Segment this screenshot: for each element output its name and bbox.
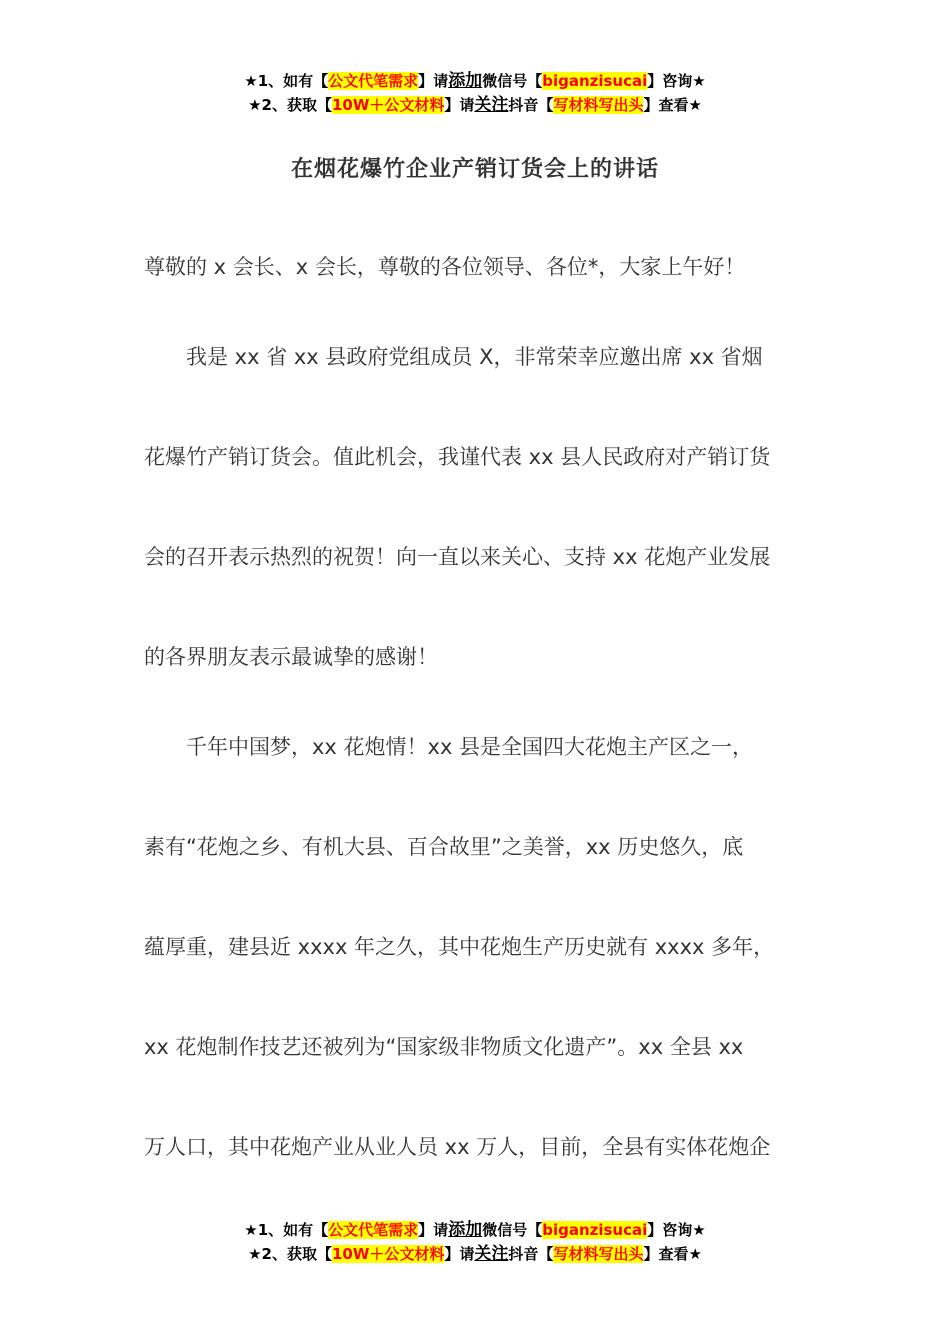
- text-line: 会的召开表示热烈的祝贺！向一直以来关心、支持 xx 花炮产业发展: [144, 545, 771, 569]
- promo-banner-bottom: [0, 1218, 950, 1266]
- underlined-text: 添加: [448, 71, 483, 91]
- highlight-text: 公文代笔需求: [328, 72, 419, 90]
- text-line: xx 花炮制作技艺还被列为“国家级非物质文化遗产”。xx 全县 xx: [144, 1035, 744, 1059]
- promo-line-1: ★1、如有【公文代笔需求】请添加微信号【biganzisucai】咨询★: [244, 71, 706, 91]
- underlined-text: 关注: [474, 95, 509, 115]
- highlight-text: 10W＋公文材料: [331, 1245, 445, 1263]
- highlight-text: 10W＋公文材料: [331, 96, 445, 114]
- text-line: 万人口，其中花炮产业从业人员 xx 万人，目前，全县有实体花炮企: [144, 1135, 771, 1159]
- text-line: 蕴厚重，建县近 xxxx 年之久，其中花炮生产历史就有 xxxx 多年，: [144, 935, 775, 959]
- promo-line-1: ★1、如有【公文代笔需求】请添加微信号【biganzisucai】咨询★: [244, 1220, 706, 1240]
- douyin-name: 写材料写出头: [553, 1245, 644, 1263]
- underlined-text: 添加: [448, 1220, 483, 1240]
- document-title: 在烟花爆竹企业产销订货会上的讲话: [290, 157, 659, 182]
- promo-line-2: ★2、获取【10W＋公文材料】请关注抖音【写材料写出头】查看★: [248, 1244, 702, 1264]
- wechat-id: biganzisucai: [542, 1221, 648, 1239]
- text-line: 千年中国梦，xx 花炮情！xx 县是全国四大花炮主产区之一，: [144, 735, 754, 759]
- text-line: 素有“花炮之乡、有机大县、百合故里”之美誉，xx 历史悠久，底: [144, 835, 744, 859]
- text-line: 尊敬的 x 会长、x 会长，尊敬的各位领导、各位*，大家上午好！: [144, 255, 746, 279]
- text-line: 我是 xx 省 xx 县政府党组成员 X，非常荣幸应邀出席 xx 省烟: [144, 345, 763, 369]
- highlight-text: 公文代笔需求: [328, 1221, 419, 1239]
- promo-banner-top: [0, 69, 950, 117]
- douyin-name: 写材料写出头: [553, 96, 644, 114]
- text-line: 花爆竹产销订货会。值此机会，我谨代表 xx 县人民政府对产销订货: [144, 445, 771, 469]
- promo-line-2: ★2、获取【10W＋公文材料】请关注抖音【写材料写出头】查看★: [248, 95, 702, 115]
- wechat-id: biganzisucai: [542, 72, 648, 90]
- underlined-text: 关注: [474, 1244, 509, 1264]
- text-line: 的各界朋友表示最诚挚的感谢！: [144, 645, 438, 669]
